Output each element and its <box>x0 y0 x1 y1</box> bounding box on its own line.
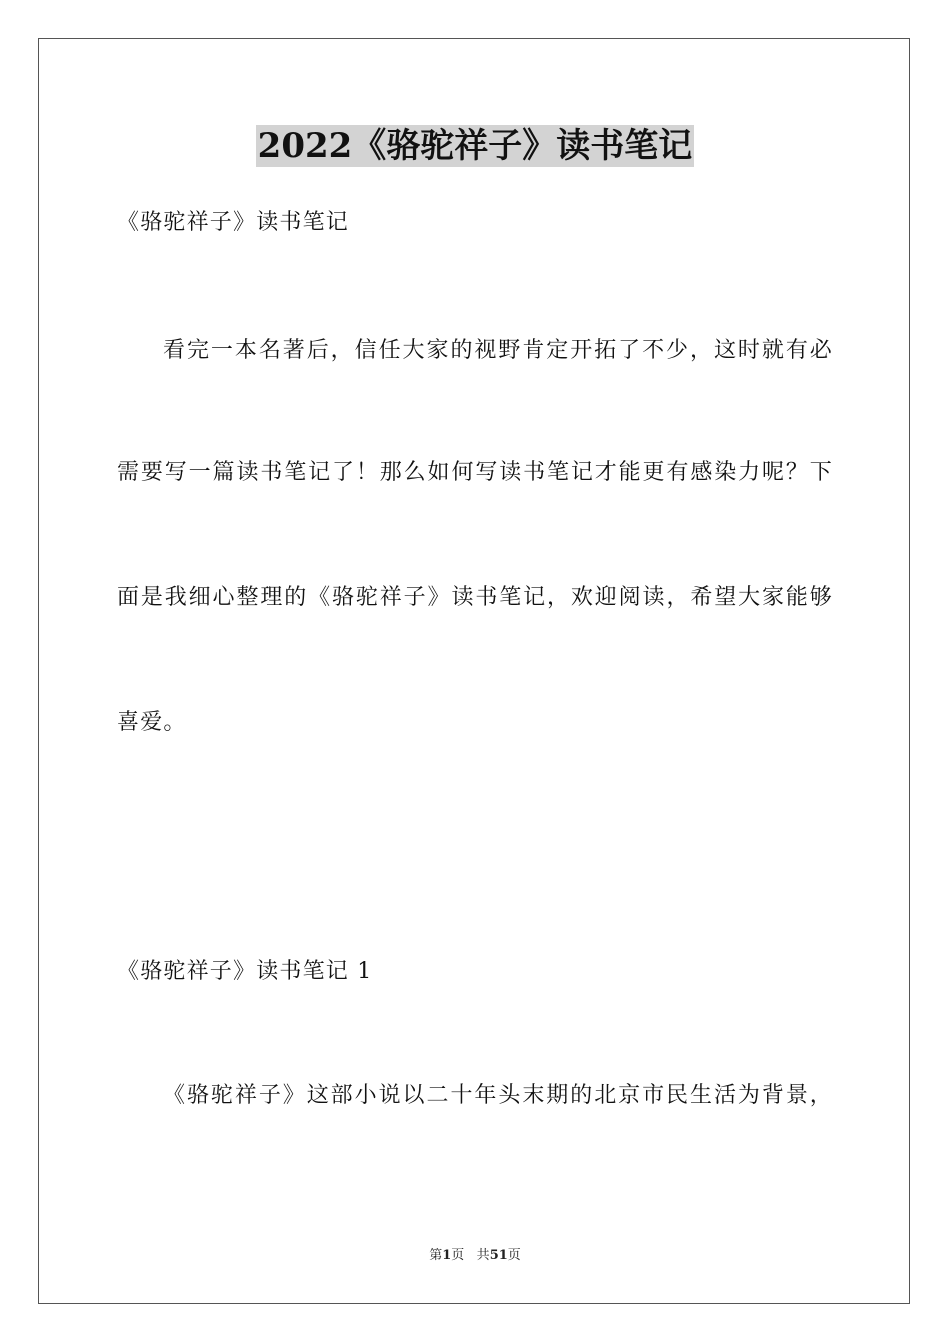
page-number: 1 <box>442 1248 452 1263</box>
page-suffix: 页 <box>451 1248 465 1263</box>
total-suffix: 页 <box>507 1248 521 1263</box>
section-line-1: 《骆驼祥子》这部小说以二十年头末期的北京市民生活为背景， <box>163 1083 833 1108</box>
intro-line-2: 需要写一篇读书笔记了！那么如何写读书笔记才能更有感染力呢？下 <box>117 460 833 485</box>
intro-line-1: 看完一本名著后，信任大家的视野肯定开拓了不少，这时就有必 <box>163 338 833 363</box>
total-prefix: 共 <box>476 1248 490 1263</box>
intro-line-4: 喜爱。 <box>117 710 187 735</box>
section-heading: 《骆驼祥子》读书笔记 1 <box>117 959 373 984</box>
document-subtitle: 《骆驼祥子》读书笔记 <box>117 210 350 235</box>
total-pages: 51 <box>489 1248 508 1263</box>
intro-line-3: 面是我细心整理的《骆驼祥子》读书笔记，欢迎阅读，希望大家能够 <box>117 585 833 610</box>
page-prefix: 第 <box>429 1248 443 1263</box>
title-container <box>0 125 950 167</box>
page-footer <box>0 1247 950 1265</box>
document-title: 2022《骆驼祥子》读书笔记 <box>257 126 693 166</box>
